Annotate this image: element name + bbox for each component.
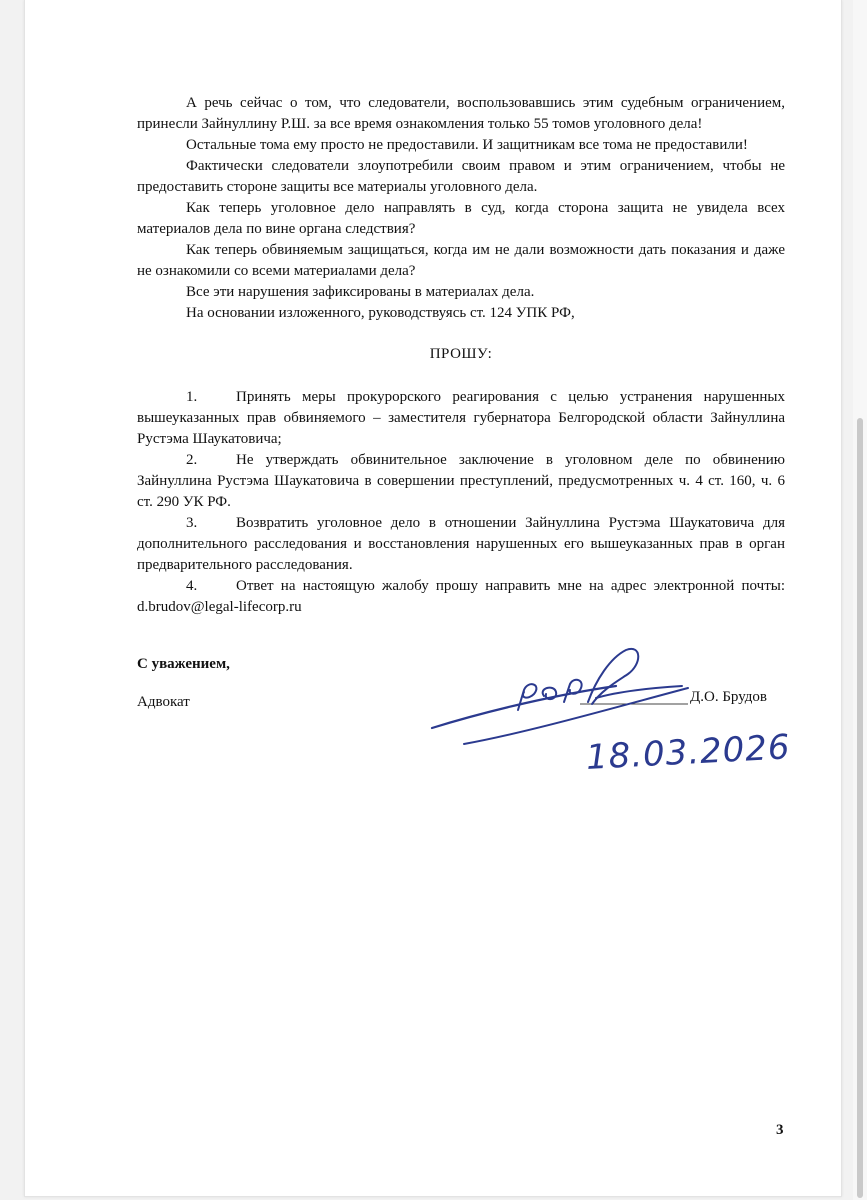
- paragraph: Как теперь уголовное дело направлять в суд, когда сторона защита не увидела всех материалов дела по вине органа следствия?: [137, 200, 785, 237]
- document-body: [137, 93, 785, 618]
- request-number: 3.: [186, 515, 198, 531]
- closing-phrase: С уважением,: [137, 656, 230, 672]
- paragraph: На основании изложенного, руководствуясь ст. 124 УПК РФ,: [186, 305, 575, 321]
- handwritten-date: 18.03.2026: [585, 727, 792, 778]
- paragraph: Фактически следователи злоупотребили своим правом и этим ограничением, чтобы не предоставить стороне защиты все материалы уголовного дела.: [137, 158, 785, 195]
- request-heading: ПРОШУ:: [429, 346, 493, 362]
- paragraph: А речь сейчас о том, что следователи, воспользовавшись этим судебным ограничением, принесли Зайнуллину Р.Ш. за все время ознакомления только 55 томов уголовного дела!: [137, 95, 785, 132]
- request-text: Не утверждать обвинительное заключение в уголовном деле по обвинению Зайнуллина Рустэма Шаукатовича в совершении преступлений, предусмотренных ч. 4 ст. 160, ч. 6 ст. 290 УК РФ.: [137, 452, 785, 510]
- request-item-2: [137, 450, 785, 513]
- request-number: 2.: [186, 452, 198, 468]
- scrollbar-thumb[interactable]: [857, 418, 863, 1198]
- request-text: Принять меры прокурорского реагирования с целью устранения нарушенных вышеуказанных прав обвиняемого – заместителя губернатора Белгородской области Зайнуллина Рустэма Шаукатовича;: [137, 389, 785, 447]
- request-number: 1.: [186, 389, 198, 405]
- request-number: 4.: [186, 578, 198, 594]
- scrollbar-track[interactable]: [853, 0, 867, 1200]
- request-item-4: [137, 576, 785, 618]
- paragraph: Остальные тома ему просто не предоставили. И защитникам все тома не предоставили!: [186, 137, 748, 153]
- page-number: 3: [776, 1122, 784, 1138]
- request-item-1: [137, 387, 785, 450]
- request-text: Ответ на настоящую жалобу прошу направить мне на адрес электронной почты: d.brudov@legal-lifecorp.ru: [137, 578, 785, 615]
- signer-position: Адвокат: [137, 694, 190, 710]
- paragraph: Все эти нарушения зафиксированы в материалах дела.: [186, 284, 535, 300]
- signer-name: Д.О. Брудов: [690, 689, 767, 705]
- request-text: Возвратить уголовное дело в отношении Зайнуллина Рустэма Шаукатовича для дополнительного расследования и восстановления нарушенных его вышеуказанных прав в орган предварительного расследования.: [137, 515, 785, 573]
- request-item-3: [137, 513, 785, 576]
- paragraph: Как теперь обвиняемым защищаться, когда им не дали возможности дать показания и даже не ознакомили со всеми материалами дела?: [137, 242, 785, 279]
